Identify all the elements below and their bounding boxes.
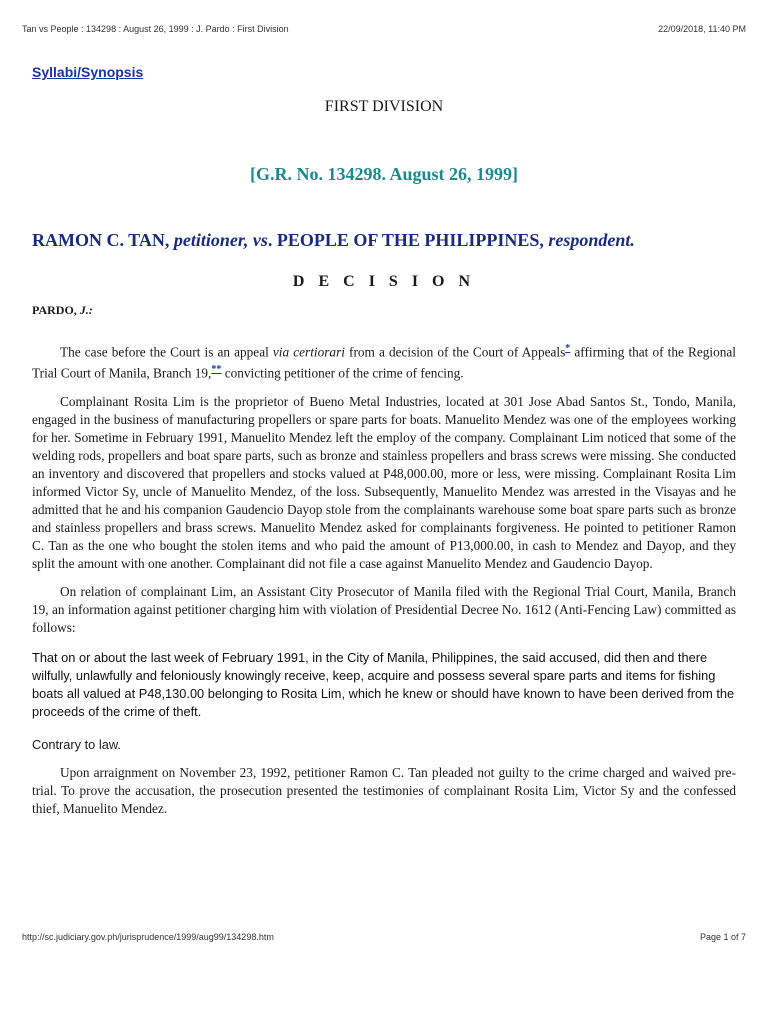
print-footer: [0, 930, 768, 1024]
gr-number: [G.R. No. 134298. August 26, 1999]: [249, 164, 518, 184]
ponente-name: PARDO,: [32, 303, 77, 317]
paragraph-1-italic: via certiorari: [272, 344, 345, 360]
paragraph-1-text-c: affirming that of the Regional Trial Court of Manila, Branch 19,: [32, 344, 736, 381]
contrary-to-law: Contrary to law.: [32, 736, 121, 752]
print-header-title: Tan vs People : 134298 : August 26, 1999 : J. Pardo : First Division: [22, 24, 289, 34]
paragraph-4: Upon arraignment on November 23, 1992, petitioner Ramon C. Tan pleaded not guilty to the crime charged and waived pre-trial. To prove the accusation, the prosecution presented the testimonies of complainant Rosita Lim, Victor Sy and the confessed thief, Manuelito Mendez.: [32, 764, 736, 816]
print-header: [0, 0, 768, 60]
paragraph-1: [32, 340, 736, 383]
case-parties: [32, 230, 736, 251]
respondent-role: respondent.: [548, 230, 635, 250]
paragraph-1-text-b: from a decision of the Court of Appeals: [344, 344, 566, 360]
print-header-datetime: 22/09/2018, 11:40 PM: [658, 24, 746, 34]
paragraph-1-text-a: The case before the Court is an appeal: [60, 344, 273, 360]
ponente-suffix: J.:: [79, 303, 93, 317]
syllabi-synopsis-link[interactable]: Syllabi/Synopsis: [32, 64, 144, 80]
ponente: [32, 303, 736, 318]
document-body: [32, 64, 736, 818]
information-quote: That on or about the last week of February 1991, in the City of Manila, Philippines, the said accused, did then and there wilfully, unlawfully and feloniously knowingly receive, keep, acquire and possess several spare parts and items for fishing boats all valued at P48,130.00 belonging to Rosita Lim, which he knew or should have known to have been derived from the proceeds of the crime of theft.: [32, 649, 735, 719]
petitioner-name: RAMON C. TAN,: [32, 230, 170, 250]
respondent-name: . PEOPLE OF THE PHILIPPINES,: [267, 230, 544, 250]
division-heading: FIRST DIVISION: [324, 98, 444, 115]
footnote-link-1[interactable]: *: [565, 343, 571, 354]
print-footer-page: Page 1 of 7: [699, 932, 746, 942]
footnote-link-2[interactable]: **: [211, 364, 222, 376]
paragraph-3: On relation of complainant Lim, an Assistant City Prosecutor of Manila filed with the Regional Trial Court, Manila, Branch 19, an information against petitioner charging him with violation of Presidential Decree No. 1612 (Anti-Fencing Law) committed as follows:: [32, 583, 736, 635]
paragraph-2: Complainant Rosita Lim is the proprietor of Bueno Metal Industries, located at 301 Jose Abad Santos St., Tondo, Manila, engaged in the business of manufacturing propellers or spare parts for boats. Manuelito Mendez was one of the employees working for her. Sometime in February 1991, Manuelito Mendez left the employ of the company. Complainant Lim noticed that some of the welding rods, propellers and boat spare parts, such as bronze and stainless propellers and brass screws were missing. She conducted an inventory and discovered that propellers and stocks valued at P48,000.00, more or less, were missing. Complainant Rosita Lim informed Victor Sy, uncle of Manuelito Mendez, of the loss. Subsequently, Manuelito Mendez was arrested in the Visayas and he admitted that he and his companion Gaudencio Dayop stole from the complainants warehouse some boat spare parts such as bronze and stainless propellers and brass screws. Manuelito Mendez asked for complainants forgiveness. He pointed to petitioner Ramon C. Tan as the one who bought the stolen items and who paid the amount of P13,000.00, in cash to Mendez and Dayop, and they split the amount with one another. Complainant did not file a case against Manuelito Mendez and Gaudencio Dayop.: [32, 393, 736, 571]
petitioner-role: petitioner, vs: [173, 230, 268, 250]
paragraph-1-text-d: convicting petitioner of the crime of fencing.: [221, 365, 464, 381]
decision-heading: D E C I S I O N: [292, 273, 476, 290]
print-footer-url: http://sc.judiciary.gov.ph/jurisprudence/1999/aug99/134298.htm: [22, 932, 274, 942]
